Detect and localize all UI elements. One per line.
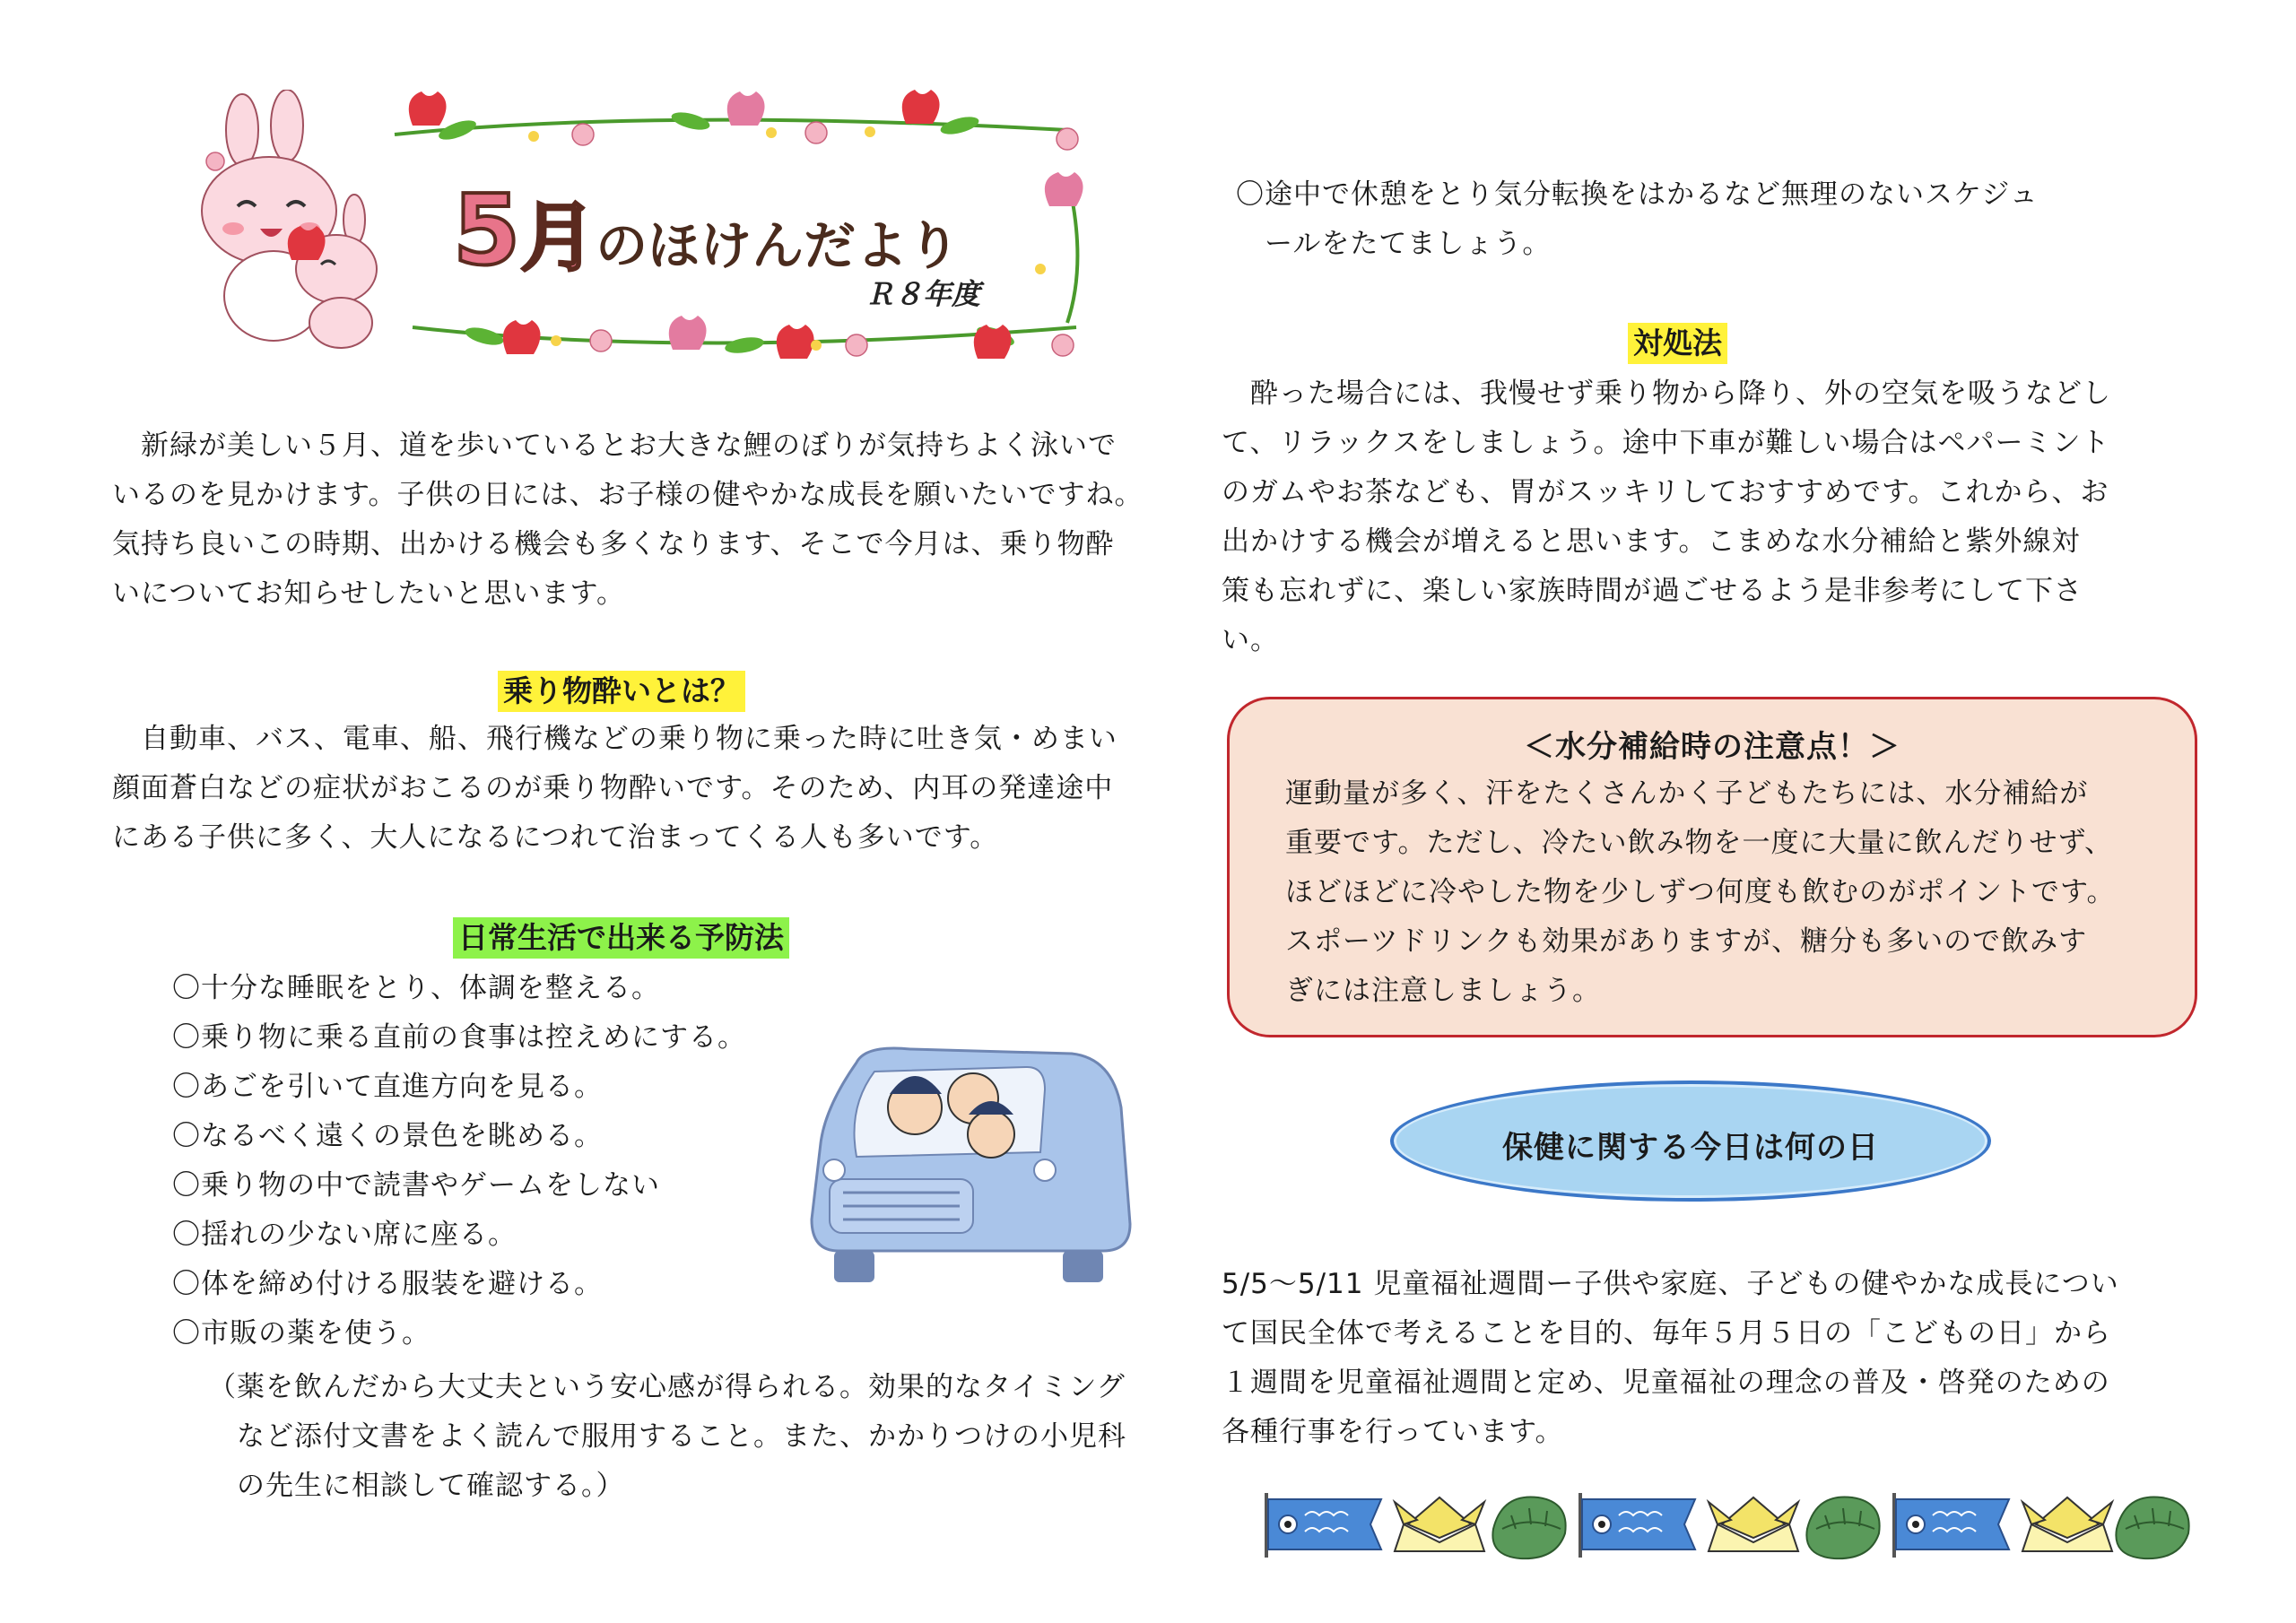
- caution-line: 運動量が多く、汗をたくさんかく子どもたちには、水分補給が: [1285, 777, 2089, 810]
- body-line: のガムやお茶なども、胃がスッキリしておすすめです。これから、お: [1222, 476, 2109, 508]
- kabuto-icon: [1395, 1497, 1484, 1551]
- list-item: 〇市販の薬を使う。: [172, 1317, 430, 1350]
- list-item: 〇体を締め付ける服装を避ける。: [172, 1268, 603, 1300]
- caution-line: 重要です。ただし、冷たい飲み物を一度に大量に飲んだりせず、: [1285, 827, 2114, 859]
- hydration-caution-box: [1227, 697, 2197, 1037]
- bunny-illustration: [202, 90, 377, 348]
- list-item: 〇なるべく遠くの景色を眺める。: [172, 1120, 603, 1152]
- list-item: 〇あごを引いて直進方向を見る。: [172, 1071, 603, 1103]
- intro-line: 気持ち良いこの時期、出かける機会も多くなります、そこで今月は、乗り物酔: [112, 528, 1115, 560]
- body-line: 出かけする機会が増えると思います。こまめな水分補給と紫外線対: [1222, 525, 2081, 558]
- list-item: 〇乗り物の中で読書やゲームをしない: [172, 1169, 660, 1202]
- note-line: の先生に相談して確認する。）: [208, 1470, 625, 1502]
- intro-line: 新緑が美しい５月、道を歩いているとお大きな鯉のぼりが気持ちよく泳いで: [112, 430, 1117, 462]
- body-line: て、リラックスをしましょう。途中下車が難しい場合はペパーミント: [1222, 427, 2110, 459]
- list-item: 〇乗り物に乗る直前の食事は控えめにする。: [172, 1021, 746, 1054]
- body-line: 酔った場合には、我慢せず乗り物から降り、外の空気を吸うなどし: [1222, 378, 2111, 410]
- section-heading-prevention: 日常生活で出来る予防法: [453, 917, 789, 959]
- caution-line: ほどほどに冷やした物を少しずつ何度も飲むのがポイントです。: [1285, 876, 2116, 908]
- kabuto-icon: [2022, 1497, 2112, 1551]
- note-line: （薬を飲んだから大丈夫という安心感が得られる。効果的なタイミング: [208, 1371, 1126, 1403]
- kabuto-icon: [1709, 1497, 1798, 1551]
- section-heading-treatment: 対処法: [1628, 323, 1727, 364]
- body-line: 自動車、バス、電車、船、飛行機などの乗り物に乗った時に吐き気・めまい: [112, 723, 1118, 755]
- body-line: 策も忘れずに、楽しい家族時間が過ごせるよう是非参考にして下さ: [1222, 575, 2083, 607]
- body-line: 各種行事を行っています。: [1222, 1416, 1564, 1448]
- schedule-item: [1236, 170, 2039, 269]
- decoration-strip: [1265, 1488, 2197, 1565]
- body-line: 顔面蒼白などの症状がおこるのが乗り物酔いです。そのため、内耳の発達途中: [112, 772, 1114, 804]
- newsletter-title: [453, 175, 960, 287]
- koinobori-icon: [1265, 1493, 1381, 1558]
- title-month: 月: [520, 194, 596, 282]
- caution-line: スポーツドリンクも効果がありますが、糖分も多いので飲みす: [1285, 925, 2088, 958]
- section-heading-motion-sickness: 乗り物酔いとは？: [498, 671, 745, 712]
- body-line: て国民全体で考えることを目的、毎年５月５日の「こどもの日」から: [1222, 1317, 2111, 1350]
- medicine-note: [208, 1363, 1126, 1511]
- list-item: 〇揺れの少ない席に座る。: [172, 1219, 517, 1251]
- year-label: Ｒ８年度: [865, 277, 981, 311]
- body-line: にある子供に多く、大人になるにつれて治まってくる人も多いです。: [112, 821, 999, 854]
- intro-line: いについてお知らせしたいと思います。: [112, 577, 625, 610]
- treatment-paragraph: [1222, 369, 2253, 665]
- title-number: 5: [453, 175, 521, 287]
- list-item: 〇途中で休憩をとり気分転換をはかるなど無理のないスケジュ: [1236, 178, 2039, 211]
- body-line: １週間を児童福祉週間と定め、児童福祉の理念の普及・啓発のための: [1222, 1367, 2110, 1399]
- title-rest: のほけんだより: [596, 215, 961, 276]
- kashiwa-mochi-icon: [1806, 1497, 1879, 1558]
- koinobori-icon: [1578, 1493, 1695, 1558]
- intro-paragraph: [112, 421, 1170, 619]
- car-illustration: [803, 1045, 1144, 1291]
- prevention-list: [172, 964, 746, 1358]
- list-item: ールをたてましょう。: [1236, 228, 1552, 260]
- body-line: い。: [1222, 624, 1279, 656]
- list-item: 〇十分な睡眠をとり、体調を整える。: [172, 972, 660, 1004]
- koinobori-icon: [1892, 1493, 2009, 1558]
- intro-line: いるのを見かけます。子供の日には、お子様の健やかな成長を願いたいですね。: [112, 479, 1144, 511]
- caution-line: ぎには注意しましょう。: [1285, 975, 1601, 1007]
- caution-title: ＜水分補給時の注意点！＞: [1524, 729, 1900, 765]
- today-title: 保健に関する今日は何の日: [1502, 1130, 1879, 1166]
- body-line: 5/5～5/11 児童福祉週間ー子供や家庭、子どもの健やかな成長につい: [1222, 1268, 2119, 1300]
- note-line: など添付文書をよく読んで服用すること。また、かかりつけの小児科: [208, 1420, 1126, 1453]
- kashiwa-mochi-icon: [1492, 1497, 1565, 1558]
- today-paragraph: [1222, 1260, 2262, 1457]
- kashiwa-mochi-icon: [2116, 1497, 2188, 1558]
- today-title-ellipse: [1390, 1081, 1991, 1202]
- motion-sickness-paragraph: [112, 715, 1170, 863]
